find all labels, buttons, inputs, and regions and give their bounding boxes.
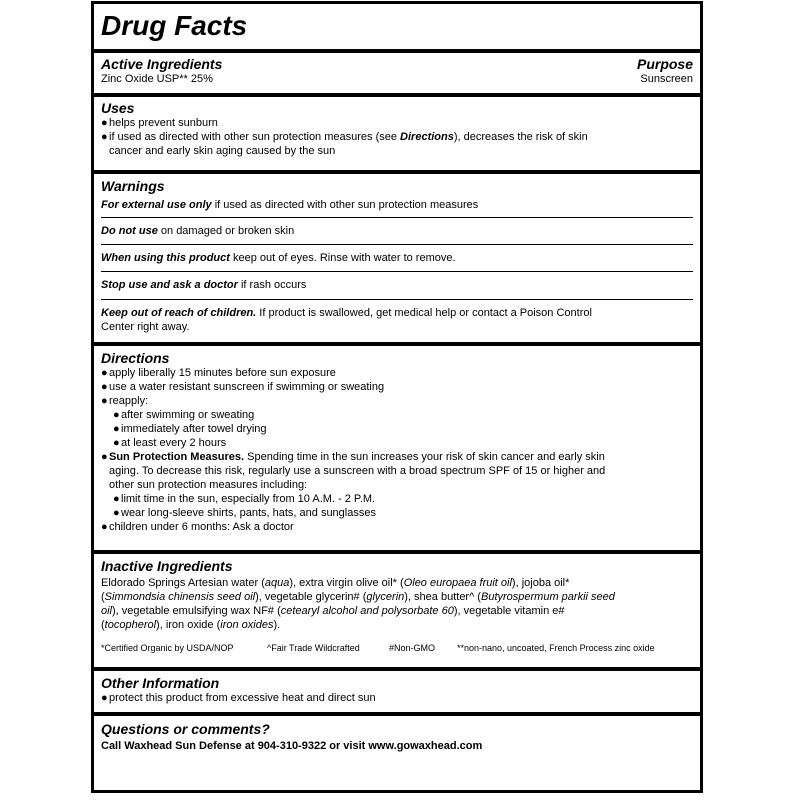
warning-5 bbox=[101, 306, 693, 334]
bullet: ● bbox=[113, 423, 120, 435]
warning-5-text-2: Center right away. bbox=[101, 321, 190, 333]
directions-ref: Directions bbox=[400, 131, 454, 143]
bullet: ● bbox=[101, 521, 108, 533]
inactive-header: Inactive Ingredients bbox=[101, 558, 233, 574]
title: Drug Facts bbox=[101, 10, 248, 41]
inactive-text: Simmondsia chinensis seed oil bbox=[104, 591, 256, 603]
inactive-line-4 bbox=[101, 618, 693, 632]
inactive-text: cetearyl alcohol and polysorbate 60 bbox=[280, 605, 454, 617]
rule-warnings bbox=[94, 342, 700, 346]
direction-item: use a water resistant sunscreen if swimming or sweating bbox=[109, 381, 385, 393]
uses-item: helps prevent sunburn bbox=[109, 117, 218, 129]
drug-facts-panel bbox=[91, 1, 703, 793]
inactive-text: iron oxides bbox=[220, 619, 274, 631]
title-rule bbox=[94, 49, 700, 53]
directions-header: Directions bbox=[101, 350, 170, 366]
inactive-text: ), iron oxide ( bbox=[156, 619, 221, 631]
direction-subitem: after swimming or sweating bbox=[121, 409, 255, 421]
inactive-text: oil bbox=[101, 605, 113, 617]
bullet: ● bbox=[113, 409, 120, 421]
bullet: ● bbox=[101, 367, 108, 379]
direction-item-cont: aging. To decrease this risk, regularly use a sunscreen with a broad spectrum SPF of 15 or higher and bbox=[109, 465, 606, 477]
rule-other bbox=[94, 712, 700, 716]
direction-item: apply liberally 15 minutes before sun exposure bbox=[109, 367, 336, 379]
directions-section bbox=[101, 350, 693, 534]
warning-5-text: If product is swallowed, get medical help or contact a Poison Control bbox=[256, 307, 592, 319]
direction-subitem: wear long-sleeve shirts, pants, hats, and sunglasses bbox=[121, 507, 376, 519]
warning-4-bold: Stop use and ask a doctor bbox=[101, 279, 238, 291]
warning-1-bold: For external use only bbox=[101, 199, 212, 211]
inactive-section bbox=[101, 558, 693, 654]
note-non-nano: **non-nano, uncoated, French Process zinc oxide bbox=[457, 643, 655, 653]
rule-w1 bbox=[101, 217, 693, 218]
rule-w3 bbox=[101, 271, 693, 272]
note-organic: *Certified Organic by USDA/NOP bbox=[101, 643, 234, 653]
inactive-text: ( bbox=[101, 591, 105, 603]
uses-header: Uses bbox=[101, 100, 135, 116]
other-header: Other Information bbox=[101, 675, 220, 691]
rule-inactive bbox=[94, 667, 700, 671]
inactive-notes bbox=[101, 642, 693, 654]
bullet: ● bbox=[101, 381, 108, 393]
warning-3 bbox=[101, 251, 693, 265]
rule-active bbox=[94, 93, 700, 97]
inactive-text: ( bbox=[101, 619, 105, 631]
direction-item: Spending time in the sun increases your risk of skin cancer and early skin bbox=[244, 451, 605, 463]
active-ingredient: Zinc Oxide USP** 25% bbox=[101, 73, 213, 85]
uses-section bbox=[101, 100, 693, 158]
warning-1-text: if used as directed with other sun protection measures bbox=[211, 199, 479, 211]
warning-4-text: if rash occurs bbox=[237, 279, 307, 291]
purpose-value: Sunscreen bbox=[640, 73, 693, 85]
rule-uses bbox=[94, 170, 700, 174]
warnings-header: Warnings bbox=[101, 178, 165, 194]
uses-item-cont: ), decreases the risk of skin bbox=[453, 131, 588, 143]
inactive-line-1 bbox=[101, 576, 693, 590]
direction-subitem: limit time in the sun, especially from 10 A.M. - 2 P.M. bbox=[121, 493, 376, 505]
warning-3-text: keep out of eyes. Rinse with water to remove. bbox=[229, 252, 456, 264]
bullet: ● bbox=[101, 131, 108, 143]
other-section bbox=[101, 675, 693, 705]
bullet: ● bbox=[113, 507, 120, 519]
inactive-text: tocopherol bbox=[104, 619, 157, 631]
bullet: ● bbox=[113, 493, 120, 505]
warnings-section bbox=[101, 178, 693, 212]
inactive-text: ), vegetable emulsifying wax NF# ( bbox=[112, 605, 281, 617]
questions-section bbox=[101, 721, 693, 753]
warning-2 bbox=[101, 224, 693, 238]
inactive-text: ), vegetable glycerin# ( bbox=[255, 591, 367, 603]
questions-header: Questions or comments? bbox=[101, 721, 270, 737]
bullet: ● bbox=[101, 117, 108, 129]
note-non-gmo: #Non-GMO bbox=[389, 643, 436, 653]
direction-item: children under 6 months: Ask a doctor bbox=[109, 521, 294, 533]
inactive-text: Oleo europaea fruit oil bbox=[403, 577, 512, 589]
other-item: protect this product from excessive heat and direct sun bbox=[109, 692, 376, 704]
inactive-text: ), shea butter^ ( bbox=[404, 591, 481, 603]
note-fair-trade: ^Fair Trade Wildcrafted bbox=[267, 643, 360, 653]
direction-item: reapply: bbox=[109, 395, 149, 407]
bullet: ● bbox=[101, 395, 108, 407]
questions-line: Call Waxhead Sun Defense at 904-310-9322 or visit www.gowaxhead.com bbox=[101, 740, 483, 752]
inactive-text: ), vegetable vitamin e# bbox=[453, 605, 565, 617]
bullet: ● bbox=[101, 692, 108, 704]
rule-w2 bbox=[101, 244, 693, 245]
inactive-text: Eldorado Springs Artesian water ( bbox=[101, 577, 265, 589]
direction-item-cont: other sun protection measures including: bbox=[109, 479, 308, 491]
inactive-text: Butyrospermum parkii seed bbox=[480, 591, 615, 603]
bullet: ● bbox=[101, 451, 108, 463]
active-header: Active Ingredients bbox=[101, 56, 223, 72]
uses-item-cont: cancer and early skin aging caused by the sun bbox=[109, 145, 336, 157]
inactive-text: ), extra virgin olive oil* ( bbox=[289, 577, 404, 589]
inactive-line-2 bbox=[101, 590, 693, 604]
rule-w4 bbox=[101, 299, 693, 300]
inactive-text: ). bbox=[273, 619, 281, 631]
rule-directions bbox=[94, 550, 700, 554]
sun-protection-bold: Sun Protection Measures. bbox=[109, 451, 245, 463]
inactive-line-3 bbox=[101, 604, 693, 618]
warning-5-bold: Keep out of reach of children. bbox=[101, 307, 257, 319]
warning-3-bold: When using this product bbox=[101, 252, 230, 264]
direction-subitem: at least every 2 hours bbox=[121, 437, 227, 449]
bullet: ● bbox=[113, 437, 120, 449]
warning-2-bold: Do not use bbox=[101, 225, 158, 237]
inactive-text: glycerin bbox=[366, 591, 405, 603]
warning-4 bbox=[101, 278, 693, 292]
warning-2-text: on damaged or broken skin bbox=[157, 225, 295, 237]
active-section bbox=[101, 56, 693, 90]
inactive-text: aqua bbox=[264, 577, 290, 589]
uses-item: if used as directed with other sun protection measures (see bbox=[109, 131, 397, 143]
direction-subitem: immediately after towel drying bbox=[121, 423, 267, 435]
inactive-text: ), jojoba oil* bbox=[511, 577, 570, 589]
purpose-header: Purpose bbox=[636, 56, 693, 72]
